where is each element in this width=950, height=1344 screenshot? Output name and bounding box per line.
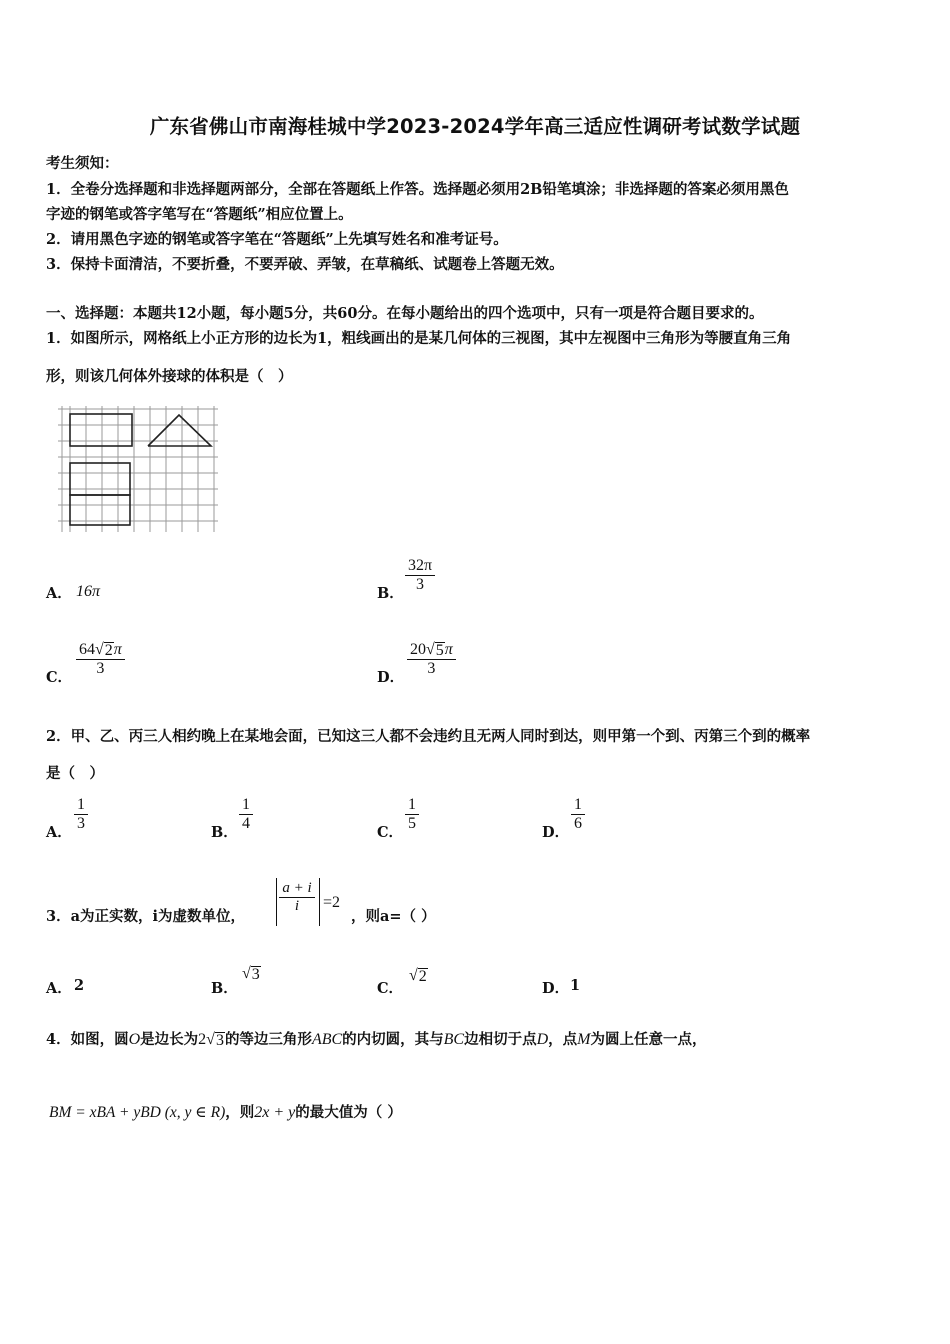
q3-equals-two: =2 <box>323 894 341 911</box>
q2-option-d-label[interactable]: D． <box>542 824 570 841</box>
q2-option-d-fraction: 1 6 <box>571 796 585 833</box>
q1-stem-line1: 1．如图所示，网格纸上小正方形的边长为1，粗线画出的是某几何体的三视图，其中左视图中三角形为等腰直角三角 <box>46 330 792 347</box>
q2-option-b-fraction: 1 4 <box>239 796 253 833</box>
q3-stem-prefix: 3．a为正实数，i为虚数单位， <box>46 908 245 925</box>
notice-item-1: 1．全卷分选择题和非选择题两部分，全部在答题纸上作答。选择题必须用2B铅笔填涂；非选择题的答案必须用黑色 <box>46 181 789 198</box>
q3-option-d-label[interactable]: D． <box>542 980 570 997</box>
q1-option-d-fraction: 20√ 5 π 3 <box>407 641 456 678</box>
q3-option-a-label[interactable]: A． <box>46 980 72 997</box>
exam-title: 广东省佛山市南海桂城中学2023-2024学年高三适应性调研考试数学试题 <box>149 115 801 138</box>
notice-heading: 考生须知： <box>46 155 119 172</box>
q3-option-b-sqrt: √ 3 <box>242 965 260 983</box>
section-heading: 一、选择题：本题共12小题，每小题5分，共60分。在每小题给出的四个选项中，只有一项是符合题目要求的。 <box>46 305 764 322</box>
q3-option-b-label[interactable]: B． <box>211 980 238 997</box>
q3-option-c-label[interactable]: C． <box>377 980 404 997</box>
q4-stem-line1: 4．如图，圆O是边长为2√ 3 的等边三角形ABC的内切圆，其与BC边相切于点D，点M为圆上任意一点， <box>46 1031 707 1049</box>
q3-option-d-value: 1 <box>570 977 581 994</box>
q4-stem-line2: BM = xBA + yBD (x, y ∈ R)，则2x + y的最大值为（ ） <box>49 1104 402 1121</box>
q2-option-b-label[interactable]: B． <box>211 824 238 841</box>
notice-item-3: 3．保持卡面清洁，不要折叠，不要弄破、弄皱，在草稿纸、试题卷上答题无效。 <box>46 256 564 273</box>
q1-option-a-label[interactable]: A． <box>46 585 72 602</box>
q2-stem-line1: 2．甲、乙、丙三人相约晚上在某地会面，已知这三人都不会违约且无两人同时到达，则甲第一个到、丙第三个到的概率 <box>46 728 811 745</box>
q1-option-b-label[interactable]: B． <box>377 585 404 602</box>
q3-stem-suffix: ，则a=（ ） <box>351 908 436 925</box>
q4-vector-formula: BM = xBA + yBD (x, y ∈ R) <box>49 1104 226 1121</box>
q1-option-b-fraction: 32π 3 <box>405 557 435 594</box>
q1-option-c-label[interactable]: C． <box>46 669 73 686</box>
q2-option-c-label[interactable]: C． <box>377 824 404 841</box>
q2-option-a-fraction: 1 3 <box>74 796 88 833</box>
q1-option-d-label[interactable]: D． <box>377 669 405 686</box>
q2-option-c-fraction: 1 5 <box>405 796 419 833</box>
q3-abs-fraction: a + i i <box>279 880 315 915</box>
q1-option-a-value: 16π <box>76 583 101 600</box>
notice-item-1-cont: 字迹的钢笔或答字笔写在“答题纸”相应位置上。 <box>46 206 353 223</box>
three-view-grid-figure <box>58 406 220 534</box>
q1-option-c-fraction: 64√ 2 π 3 <box>76 641 125 678</box>
q3-option-a-value: 2 <box>74 977 85 994</box>
notice-item-2: 2．请用黑色字迹的钢笔或答字笔在“答题纸”上先填写姓名和准考证号。 <box>46 231 508 248</box>
q2-stem-line2: 是（ ） <box>46 765 104 782</box>
q2-option-a-label[interactable]: A． <box>46 824 72 841</box>
q1-stem-line2: 形，则该几何体外接球的体积是（ ） <box>46 368 293 385</box>
q3-option-c-sqrt: √ 2 <box>409 967 427 985</box>
